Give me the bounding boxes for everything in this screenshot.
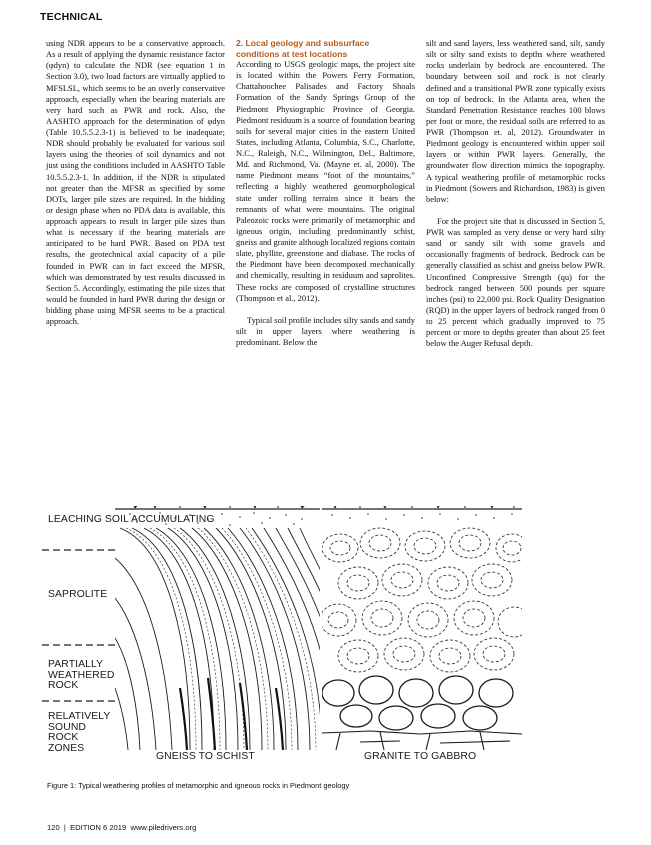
website-link[interactable]: www.piledrivers.org — [130, 823, 197, 832]
weathering-profile-figure — [40, 488, 610, 770]
column-1 — [46, 38, 225, 327]
label-leaching-soil: LEACHING SOIL ACCUMULATING — [48, 514, 215, 525]
weathering-profile-illustration — [40, 488, 610, 770]
column-2 — [236, 38, 415, 348]
label-gneiss-to-schist: GNEISS TO SCHIST — [156, 751, 255, 762]
metamorphic-profile — [115, 494, 370, 751]
edition: EDITION 6 2019 — [70, 823, 127, 832]
label-partially-weathered-rock: PARTIALLY WEATHERED ROCK — [48, 659, 115, 692]
label-granite-to-gabbro: GRANITE TO GABBRO — [364, 751, 477, 762]
page-footer: 120 | EDITION 6 2019 www.piledrivers.org — [47, 823, 197, 832]
figure-caption: Figure 1: Typical weathering profiles of metamorphic and igneous rocks in Piedmont geology — [47, 781, 350, 790]
paragraph: silt and sand layers, less weathered sand, silt, sandy silt or silty sand exists to depths where weathered rocks underlain by bedrock are encountered. The boundary between soil and rock is not clearly defined and a transitional PWR zone typically exists on top of bedrock. In the Atlanta area, when the Standard Penetration Resistance reaches 100 blows per foot or more, the residual soils are referred to as PWR (Thompson et. al, 2012). Groundwater in Piedmont geology is encountered within upper soil layers or within PWR layers. Generally, the groundwater flow direction mimics the topography. A typical weathering profile of metamorphic rocks in Piedmont (Sowers and Richardson, 1983) is given below: — [426, 38, 605, 204]
paragraph: using NDR appears to be a conservative approach. As a result of applying the dynamic resistance factor (φdyn) to calculate the NDR (see equation 1 in Section 3.0), two load factors are virtually applied to MFSLSL, which seems to be an overly conservative approach, especially when the bearing materials are very hard such as PWR and rock. Also, the AASHTO approach for the determination of φdyn (Table 10.5.5.2.3-1) is believed to be inadequate; NDR should probably be evaluated for various soil layers using the theories of soil dynamics and not just using the conditions included in AASHTO Table 10.5.5.2.3-1. In addition, if the NDR is stipulated not greater than the MFSR as specified by some DOTs, larger pile sizes are required. In the bidding or design phase when no PDA data is available, this approach appears to result in larger pile sizes than what is necessary if the bearing materials are anticipated to be hard PWR. Based on PDA test results, the geotechnical axial capacity of a pile founded in PWR can in fact exceed the MFSR, which was demonstrated by test results discussed in Section 5. Accordingly, estimating the pile sizes that would be founded in hard PWR during the design or bidding phase using MFSR seems to be a practical approach. — [46, 38, 225, 327]
label-saprolite: SAPROLITE — [48, 589, 108, 600]
column-3 — [426, 38, 605, 349]
vegetation-icon — [132, 494, 307, 509]
section-heading: 2. Local geology and subsurface conditions at test locations — [236, 38, 370, 59]
igneous-profile — [320, 495, 530, 751]
paragraph: Typical soil profile includes silty sands and sandy silt in upper layers where weathering is predominant. Below the — [236, 314, 415, 347]
section-label: TECHNICAL — [40, 11, 103, 23]
vegetation-icon — [333, 495, 518, 509]
label-relatively-sound-rock: RELATIVELY SOUND ROCK ZONES — [48, 711, 111, 754]
page-number: 120 — [47, 823, 60, 832]
paragraph: According to USGS geologic maps, the project site is located within the Powers Ferry Formation, Chattahoochee Palisades and Factory Shoals Formation of the Sandy Springs Group of the Piedmont Physiographic Province of Georgia. Piedmont residuum is a source of foundation bearing soils for several major cities in the eastern United States, including Atlanta, Columbia, S.C., Charlotte, N.C., Raleigh, N.C., Wilmington, Del., Baltimore, Md. and Richmond, Va. (Mayne et. al, 2000). The name Piedmont means “foot of the mountains,” reflecting a highly weathered geomorphological state under rolling terrains since it bears the remnants of what were mountains. The original Paleozoic rocks were primarily of metamorphic and igneous origin, including predominantly schist, gneiss and granite although localized regions contain slate, phyllite, greenstone and diabase. The rocks of the Piedmont have been decomposed mechanically and chemically, resulting in residuum and saprolites. These rocks are composed of crystalline structures (Thompson et al., 2012). — [236, 59, 416, 303]
paragraph: For the project site that is discussed in Section 5, PWR was sampled as very dense or very hard silty sand or sandy silt with some gravels and occasionally fragments of bedrock. Bedrock can be generally classified as schist and gneiss below PWR. Unconfined Compressive Strength (qu) for the bedrock ranged between 500 pounds per square inches (psi) to 22,000 psi. Rock Quality Designation (RQD) in the upper layers of bedrock ranged from 0 to 25 percent which gradually improved to 75 percent or more to depths greater than about 25 feet below the Auger Refusal depth. — [426, 215, 605, 349]
